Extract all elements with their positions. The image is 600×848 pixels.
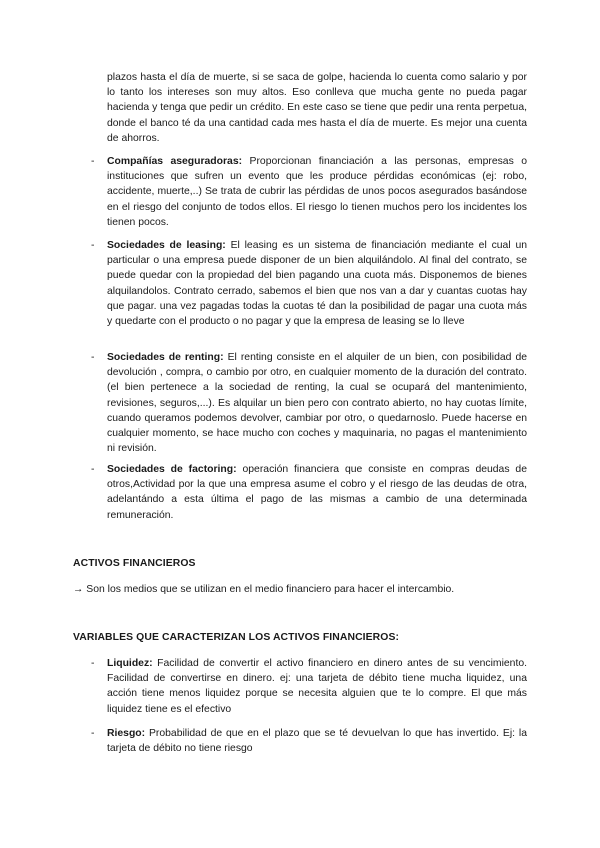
- bullet-dash: -: [91, 156, 95, 167]
- section-heading-variables: VARIABLES QUE CARACTERIZAN LOS ACTIVOS FINANCIEROS:: [73, 632, 400, 643]
- term-label: Sociedades de leasing:: [107, 240, 226, 251]
- term-description: El renting consiste en el alquiler de un bien, con posibilidad de devolución , compra, o cambio por otro, en cualquier momento de la duración del contrato. (el bien pertenece a la sociedad de renting, la cual se ocupará del mantenimiento, revisiones, seguros,...). Es alquilar un bien pero con contrato abierto, no hay cuotas límite, cuando queramos podemos devolver, cambiar por otro, o quedarnoslo. Puede hacerse en cualquier momento, se hace mucho con coches y maquinaria, no pagas el mantenimiento ni revisión.: [107, 352, 527, 455]
- list-item-body: [107, 154, 527, 230]
- bullet-dash: -: [91, 352, 95, 363]
- list-item-body: [107, 656, 527, 717]
- term-description: Facilidad de convertir el activo financiero en dinero antes de su vencimiento. Facilidad de convertirse en dinero. ej: una tarjeta de débito tiene mucha liquidez, una acción tiene menos liquidez porque se necesita alguien que te lo compre. El que más liquidez tiene es el efectivo: [107, 658, 527, 715]
- term-description: El leasing es un sistema de financiación mediante el cual un particular o una empresa puede disponer de un bien alquilándolo. Al final del contrato, se puede quedar con la propiedad del bien pagando una cuota más. Disponemos de bienes alquilandolos. Contrato cerrado, sabemos el bien que nos van a dar y cuantas cuotas hay que pagar. una vez pagadas todas la cuotas té dan la posibilidad de pagar una cuota más y quedarte con el producto o no pagar y que la empresa de leasing se lo lleve: [107, 240, 528, 328]
- term-description: Probabilidad de que en el plazo que se té devuelvan lo que has invertido. Ej: la tarjeta de débito no tiene riesgo: [107, 728, 527, 755]
- term-label: Sociedades de renting:: [107, 352, 224, 363]
- list-item-body: [107, 238, 527, 329]
- term-label: Riesgo:: [107, 728, 146, 739]
- list-item-renting: [91, 350, 527, 456]
- bullet-dash: -: [91, 464, 95, 475]
- list-item-aseguradoras: [91, 154, 527, 230]
- list-item-body: [107, 462, 527, 523]
- term-label: Liquidez:: [107, 658, 153, 669]
- list-item-leasing: [91, 238, 527, 329]
- term-description: operación financiera que consiste en compras deudas de otros,Actividad por la que una empresa asume el cobro y el riesgo de las deudas de otra, adelantándo a esta última el pago de las mismas a cambio de una determinada remuneración.: [107, 464, 527, 521]
- term-label: Sociedades de factoring:: [107, 464, 237, 475]
- bullet-dash: -: [91, 658, 95, 669]
- list-item-liquidez: [91, 656, 527, 717]
- bullet-dash: -: [91, 728, 95, 739]
- list-item-body: [107, 350, 527, 456]
- bullet-dash: -: [91, 240, 95, 251]
- section-intro-text: Son los medios que se utilizan en el medio financiero para hacer el intercambio.: [83, 584, 455, 595]
- list-item-body: [107, 726, 527, 756]
- list-item-factoring: [91, 462, 527, 523]
- list-item-riesgo: [91, 726, 527, 756]
- section-heading-activos: ACTIVOS FINANCIEROS: [73, 558, 196, 569]
- continuation-paragraph: plazos hasta el día de muerte, si se saca de golpe, hacienda lo cuenta como salario y por lo tanto los intereses son muy altos. Eso conlleva que mucha gente no pueda pagar hacienda y tenga que pedir un crédito. En este caso se tiene que pedir una renta perpetua, donde el banco té da una cantidad cada mes hasta el día de muerte. Es mejor una cuenta de ahorros.: [107, 72, 527, 144]
- term-label: Compañías aseguradoras:: [107, 156, 243, 167]
- section-intro: [73, 582, 454, 597]
- term-description: Proporcionan financiación a las personas, empresas o instituciones que sufren un evento que les produce pérdidas económicas (ej: robo, accidente, muerte,..) Se trata de cubrir las pérdidas de unos pocos asegurados basándose en el riesgo del conjunto de todos ellos. El riesgo lo tienen muchos pero los incidentes los tienen pocos.: [107, 156, 527, 228]
- arrow-icon: →: [73, 584, 84, 595]
